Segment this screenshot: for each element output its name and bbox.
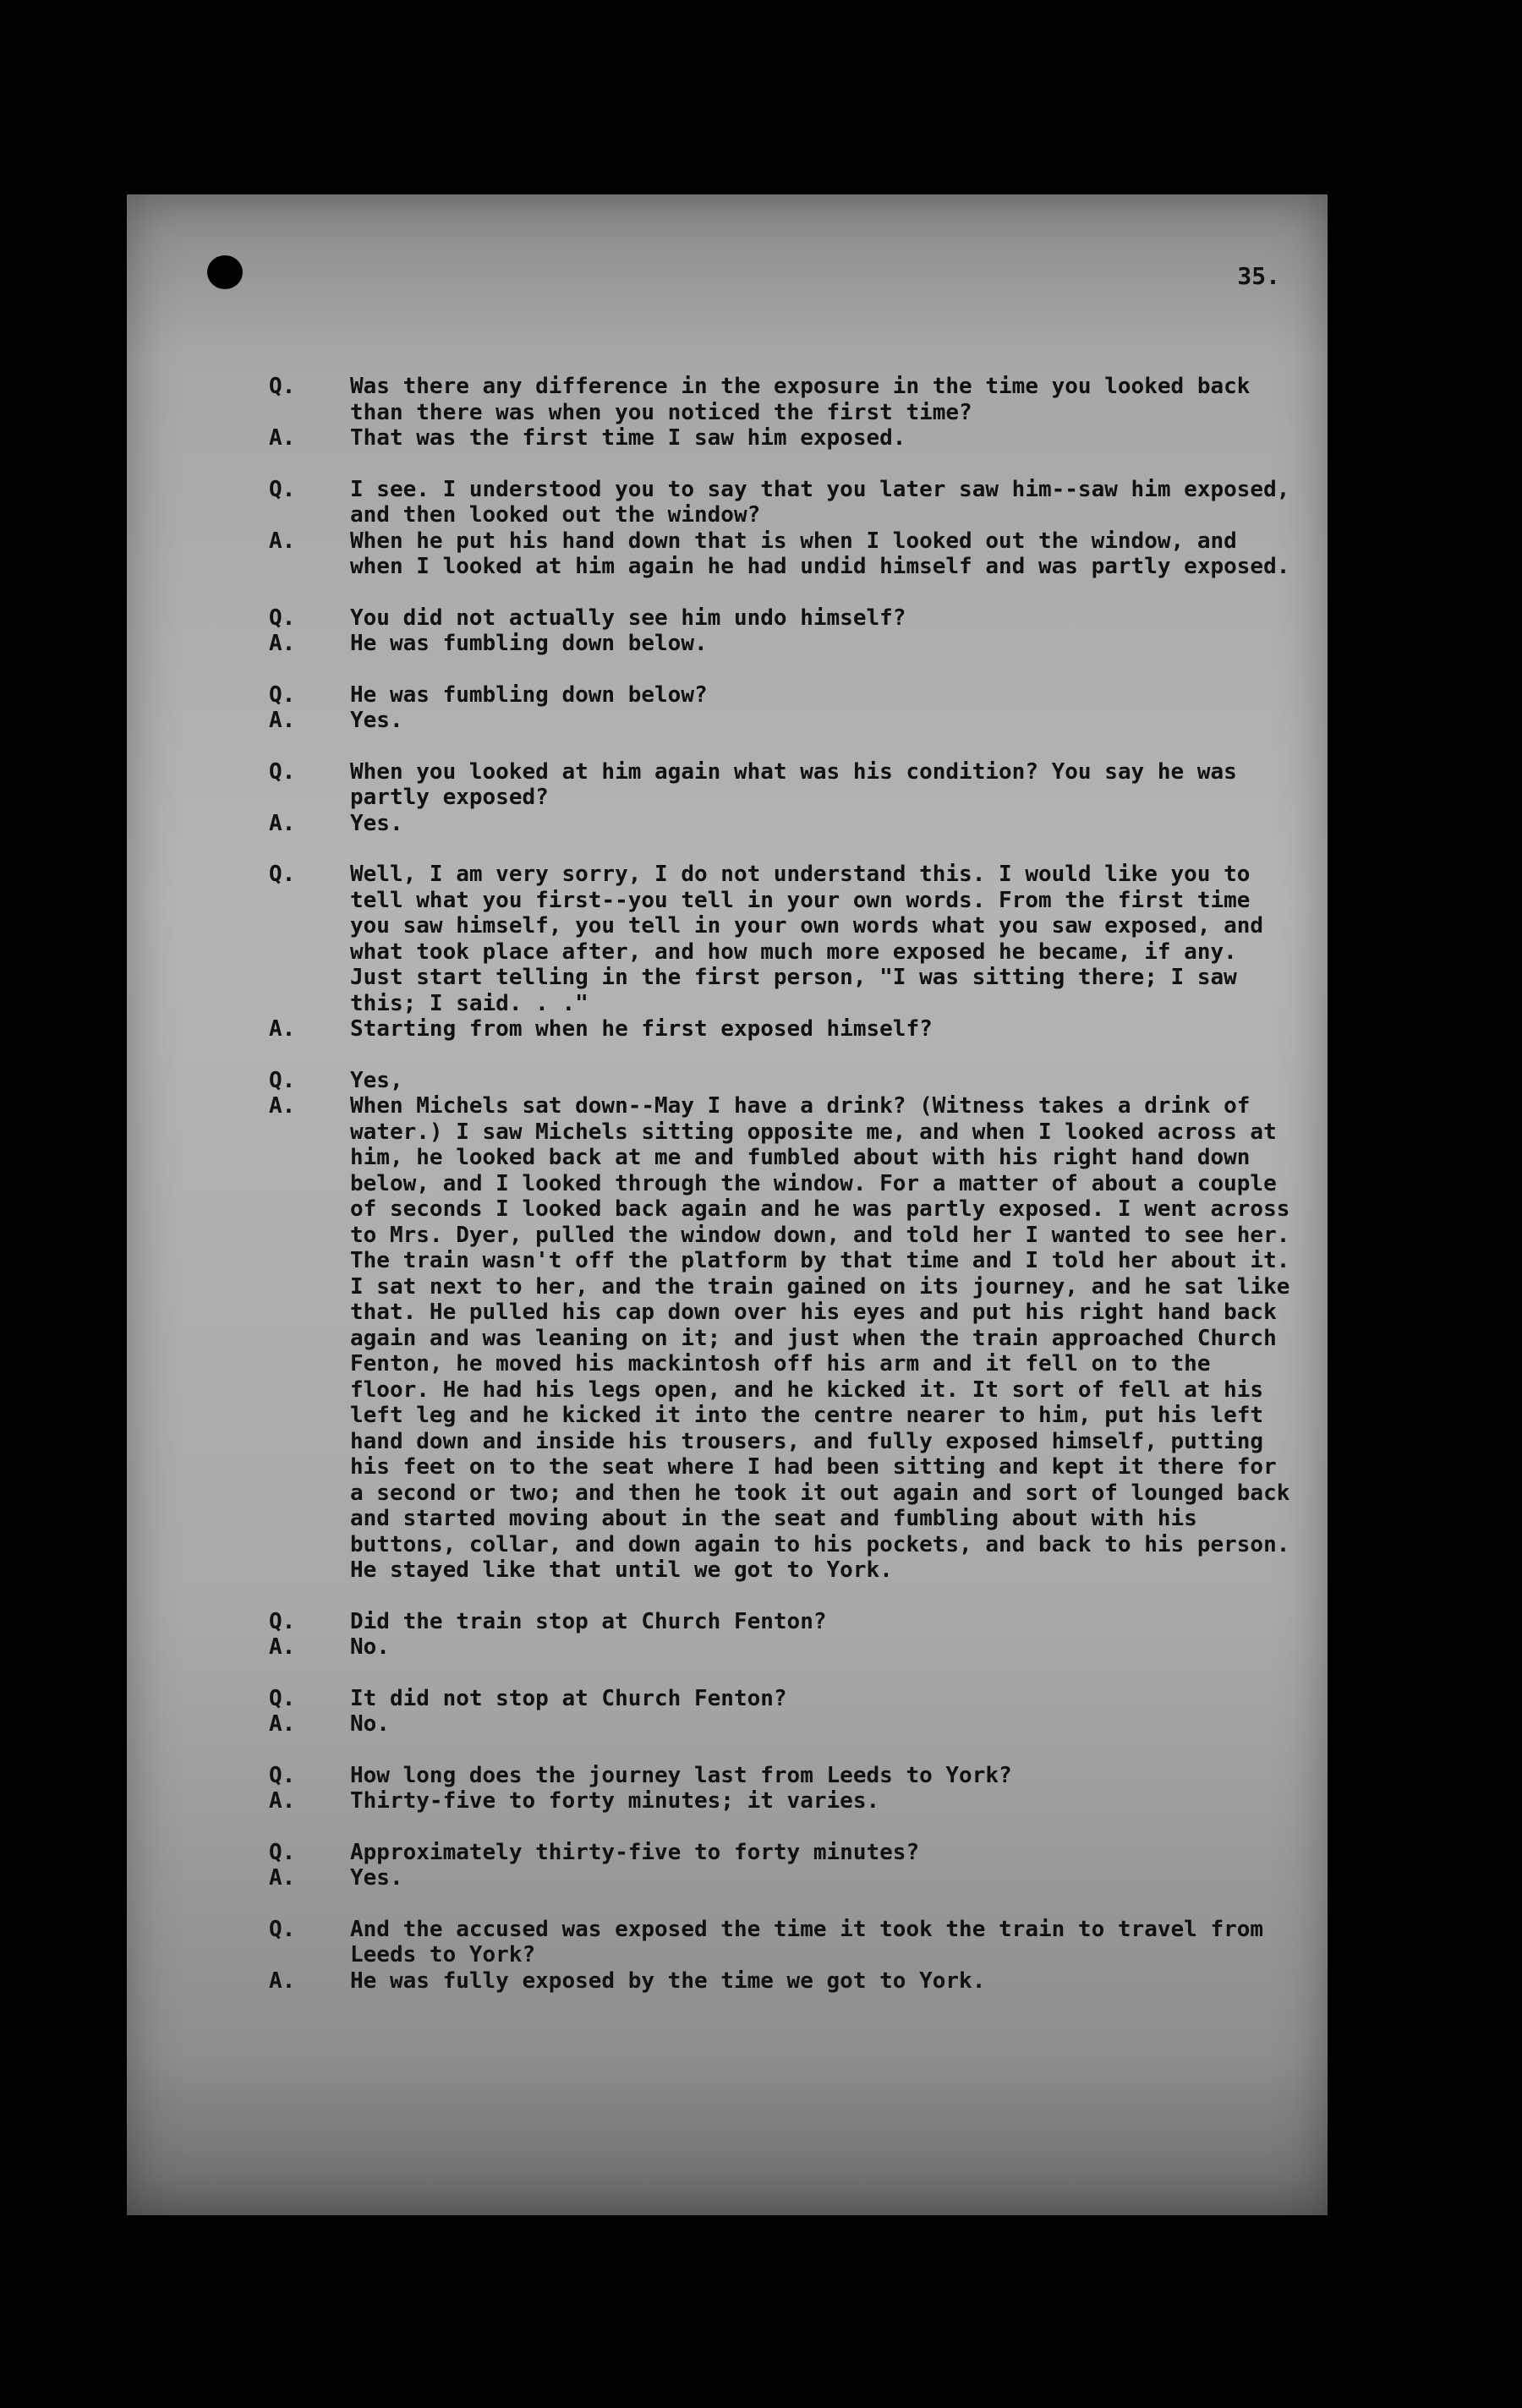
qa-exchange — [269, 1609, 1300, 1661]
page-number: 35. — [1237, 262, 1280, 290]
qa-exchange — [269, 1917, 1300, 1995]
question-label: Q. — [269, 605, 296, 631]
qa-exchange — [269, 374, 1300, 452]
question-label: Q. — [269, 681, 296, 708]
question-row — [269, 862, 1300, 1016]
question-text: When you looked at him again what was his condition? You say he was partly exposed? — [350, 758, 1237, 810]
question-text: You did not actually see him undo himself? — [350, 605, 906, 631]
answer-label: A. — [269, 708, 296, 733]
question-text: It did not stop at Church Fenton? — [350, 1685, 787, 1711]
answer-text: Starting from when he first exposed himself? — [350, 1016, 933, 1042]
question-text: I see. I understood you to say that you later saw him--saw him exposed, and then looked out the window? — [350, 476, 1290, 528]
question-label: Q. — [269, 1916, 296, 1942]
qa-exchange — [269, 682, 1300, 734]
answer-text: Yes. — [350, 810, 403, 836]
punch-hole — [207, 255, 243, 289]
answer-text: Thirty-five to forty minutes; it varies. — [350, 1788, 880, 1814]
answer-label: A. — [269, 1016, 296, 1042]
answer-label: A. — [269, 810, 296, 836]
question-row — [269, 682, 1300, 709]
answer-label: A. — [269, 1093, 296, 1119]
qa-exchange — [269, 862, 1300, 1043]
qa-exchange — [269, 1686, 1300, 1738]
question-row — [269, 605, 1300, 632]
question-text: He was fumbling down below? — [350, 681, 708, 708]
question-label: Q. — [269, 758, 296, 785]
answer-row — [269, 1711, 1300, 1738]
answer-row — [269, 528, 1300, 580]
question-label: Q. — [269, 476, 296, 502]
transcript — [269, 374, 1300, 2019]
answer-row — [269, 425, 1300, 452]
question-label: Q. — [269, 1067, 296, 1093]
answer-text: When he put his hand down that is when I looked out the window, and when I looked at him again he had undid himself and was partly exposed. — [350, 528, 1290, 579]
answer-text: He was fully exposed by the time we got to York. — [350, 1967, 986, 1994]
answer-text: Yes. — [350, 708, 403, 733]
answer-row — [269, 811, 1300, 837]
answer-row — [269, 631, 1300, 657]
question-row — [269, 1763, 1300, 1789]
question-row — [269, 1068, 1300, 1094]
answer-label: A. — [269, 1865, 296, 1891]
question-row — [269, 477, 1300, 528]
question-row — [269, 759, 1300, 811]
answer-label: A. — [269, 425, 296, 451]
document-page — [127, 194, 1328, 2215]
question-text: Did the train stop at Church Fenton? — [350, 1608, 827, 1634]
answer-text: No. — [350, 1711, 390, 1737]
answer-text: He was fumbling down below. — [350, 631, 708, 656]
answer-label: A. — [269, 528, 296, 554]
answer-label: A. — [269, 631, 296, 656]
answer-text: No. — [350, 1634, 390, 1660]
question-row — [269, 1609, 1300, 1635]
question-text: And the accused was exposed the time it took the train to travel from Leeds to York? — [350, 1916, 1264, 1967]
question-label: Q. — [269, 1685, 296, 1711]
answer-text: That was the first time I saw him exposed. — [350, 425, 906, 451]
question-text: Well, I am very sorry, I do not understand this. I would like you to tell what you first--you tell in your own words. From the first time you saw himself, you tell in your own words what you saw exposed, and what took place after, and how much more exposed he became, if any. Just start telling in the first person, "I was sitting there; I saw this; I said. . ." — [350, 862, 1264, 1016]
answer-label: A. — [269, 1967, 296, 1994]
answer-row — [269, 1968, 1300, 1995]
answer-row — [269, 708, 1300, 734]
question-label: Q. — [269, 862, 296, 887]
question-row — [269, 374, 1300, 425]
question-text: Approximately thirty-five to forty minutes? — [350, 1839, 920, 1865]
answer-row — [269, 1093, 1300, 1584]
qa-exchange — [269, 1763, 1300, 1814]
answer-row — [269, 1016, 1300, 1043]
qa-exchange — [269, 605, 1300, 657]
answer-text: When Michels sat down--May I have a drink? (Witness takes a drink of water.) I saw Michels sitting opposite me, and when I looked across at him, he looked back at me and fumbled about with his right hand down below, and I looked through the window. For a matter of about a couple of seconds I looked back again and he was partly exposed. I went across to Mrs. Dyer, pulled the window down, and told her I wanted to see her. The train wasn't off the platform by that time and I told her about it. I sat next to her, and the train gained on its journey, and he sat like that. He pulled his cap down over his eyes and put his right hand back again and was leaning on it; and just when the train approached Church Fenton, he moved his mackintosh off his arm and it fell on to the floor. He had his legs open, and he kicked it. It sort of fell at his left leg and he kicked it into the centre nearer to him, put his left hand down and inside his trousers, and fully exposed himself, putting his feet on to the seat where I had been sitting and kept it there for a second or two; and then he took it out again and sort of lounged back and started moving about in the seat and fumbling about with his buttons, collar, and down again to his pockets, and back to his person. He stayed like that until we got to York. — [350, 1093, 1290, 1583]
question-label: Q. — [269, 1839, 296, 1865]
question-row — [269, 1686, 1300, 1712]
question-label: Q. — [269, 1608, 296, 1634]
answer-row — [269, 1865, 1300, 1891]
answer-row — [269, 1634, 1300, 1661]
qa-exchange — [269, 1068, 1300, 1584]
question-label: Q. — [269, 374, 296, 399]
question-text: How long does the journey last from Leeds to York? — [350, 1762, 1012, 1788]
qa-exchange — [269, 1840, 1300, 1891]
answer-label: A. — [269, 1788, 296, 1814]
question-text: Was there any difference in the exposure in the time you looked back than there was when you noticed the first time? — [350, 374, 1251, 425]
answer-row — [269, 1788, 1300, 1814]
question-text: Yes, — [350, 1067, 403, 1093]
answer-label: A. — [269, 1634, 296, 1660]
answer-label: A. — [269, 1711, 296, 1737]
question-label: Q. — [269, 1762, 296, 1788]
question-row — [269, 1840, 1300, 1866]
answer-text: Yes. — [350, 1865, 403, 1891]
question-row — [269, 1917, 1300, 1968]
qa-exchange — [269, 759, 1300, 837]
qa-exchange — [269, 477, 1300, 580]
